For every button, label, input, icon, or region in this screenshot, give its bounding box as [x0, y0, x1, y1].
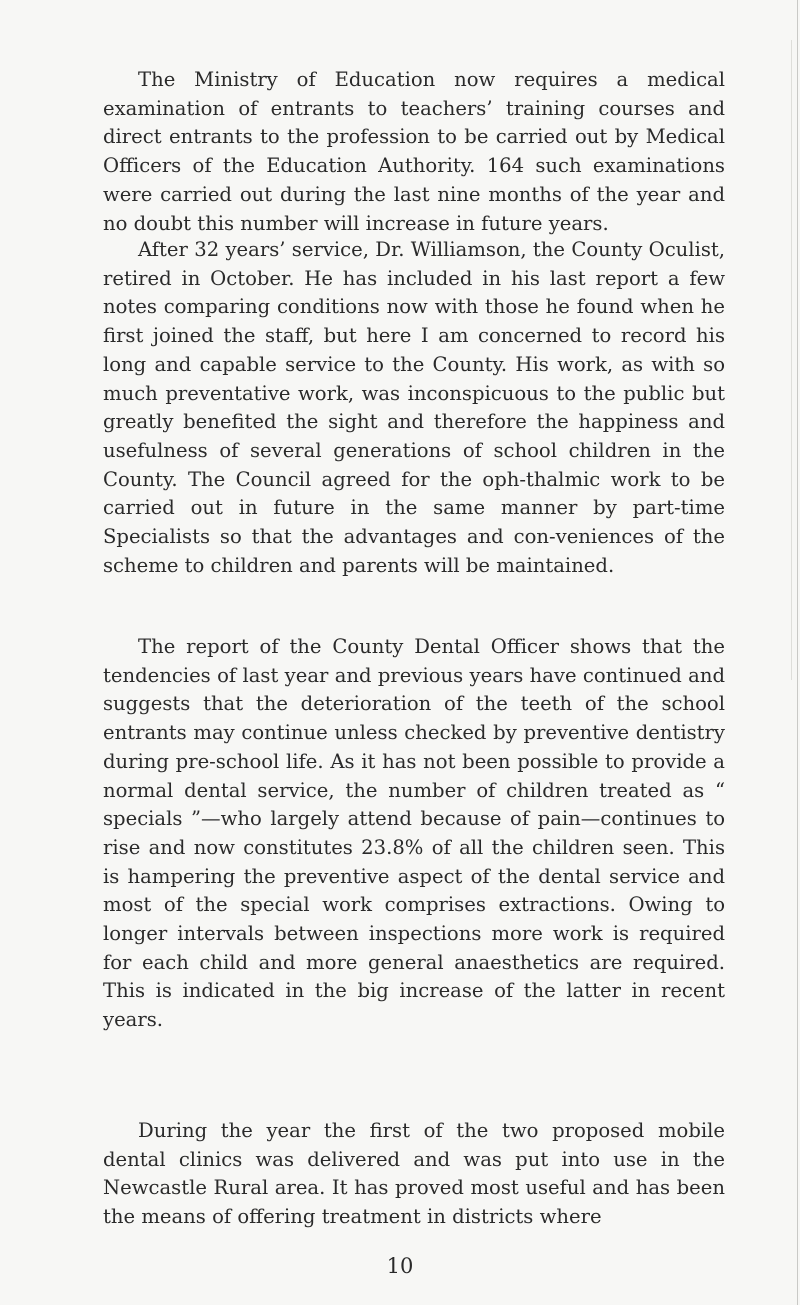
paragraph-medical-examination: The Ministry of Education now requires a medical examination of entrants to teachers’ training courses and direct entrants to the profession to be carried out by Medical Officers of the Education Authority. 164 such examinations were carried out during the last nine months of the year and no doubt this number will increase in future years. — [103, 68, 725, 235]
page-edge-line — [797, 0, 798, 1305]
page-number: 10 — [386, 1254, 414, 1278]
paragraph-dental-officer: The report of the County Dental Officer shows that the tendencies of last year and previous years have continued and suggests that the deterioration of the teeth of the school entrants may continue unless checked by preventive dentistry during pre-school life. As it has not been possible to provide a normal dental service, the number of children treated as “ specials ”—who largely attend because of pain—continues to rise and now constitutes 23.8% of all the children seen. This is hampering the preventive aspect of the dental service and most of the special work comprises extractions. Owing to longer intervals between inspections more work is required for each child and more general anaesthetics are required. This is indicated in the big increase of the latter in recent years. — [103, 635, 725, 1032]
paragraph-mobile-clinics: During the year the first of the two proposed mobile dental clinics was delivered and was put into use in the Newcastle Rural area. It has proved most useful and has been the means of offering treatment in districts where — [103, 1119, 725, 1229]
paragraph-county-oculist: After 32 years’ service, Dr. Williamson, the County Oculist, retired in October. He has included in his last report a few notes comparing conditions now with those he found when he first joined the staff, but here I am concerned to record his long and capable service to the County. His work, as with so much preventative work, was inconspicuous to the public but greatly benefited the sight and therefore the happiness and usefulness of several generations of school children in the County. The Council agreed for the oph-thalmic work to be carried out in future in the same manner by part-time Specialists so that the advantages and con-veniences of the scheme to children and parents will be maintained. — [103, 238, 725, 577]
page-edge-shadow — [791, 40, 792, 680]
